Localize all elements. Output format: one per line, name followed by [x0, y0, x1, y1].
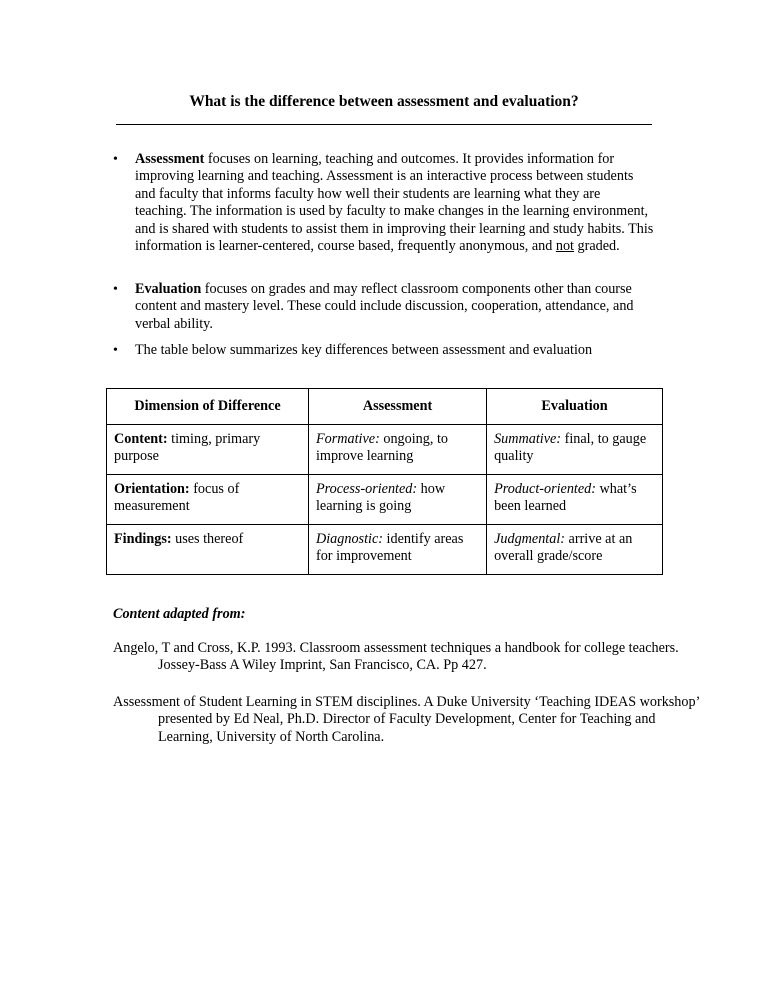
table-cell-evaluation	[487, 525, 663, 575]
evaluation-detail: what’s been learned	[494, 481, 637, 515]
evaluation-detail: arrive at an overall grade/score	[494, 531, 633, 565]
table-cell-dimension	[107, 525, 309, 575]
comparison-table	[106, 388, 663, 575]
reference-angelo-cross: Angelo, T and Cross, K.P. 1993. Classroom assessment techniques a handbook for college teachers. Jossey-Bass A Wiley Imprint, San Francisco, CA. Pp 427.	[113, 640, 679, 674]
table-cell-assessment	[308, 525, 486, 575]
bullet-evaluation	[135, 281, 655, 333]
dimension-detail: focus of measurement	[114, 481, 240, 515]
table-header-row	[107, 389, 663, 425]
table-row	[107, 475, 663, 525]
assessment-description: focuses on learning, teaching and outcomes. It provides information for improving learning and teaching. Assessment is an interactive process between students and faculty that informs faculty how well their students are learning what they are teaching. The information is used by faculty to make changes in the learning environment, and is shared with students to assist them in improving their learning and study habits. This information is learner-centered, course based, frequently anonymous, and	[135, 151, 654, 255]
bullet-assessment	[135, 151, 655, 255]
adapted-heading: Content adapted from:	[113, 606, 246, 622]
assessment-type: Process-oriented:	[315, 481, 418, 497]
evaluation-description: focuses on grades and may reflect classroom components other than course content and mastery level. These could include discussion, cooperation, attendance, and verbal ability.	[135, 281, 634, 332]
bullet-icon: •	[113, 152, 118, 167]
term-evaluation: Evaluation	[135, 281, 202, 297]
evaluation-type: Summative:	[494, 431, 562, 447]
table-cell-dimension	[107, 425, 309, 475]
header-evaluation: Evaluation	[487, 389, 663, 425]
table-cell-evaluation	[487, 475, 663, 525]
term-assessment: Assessment	[135, 151, 205, 167]
bullet-icon: •	[113, 343, 118, 358]
bullet-icon: •	[113, 282, 118, 297]
bullet-table-intro: The table below summarizes key differences between assessment and evaluation	[135, 342, 593, 358]
evaluation-detail: final, to gauge quality	[494, 431, 647, 465]
dimension-label: Orientation:	[114, 481, 190, 497]
assessment-type: Diagnostic:	[315, 531, 383, 547]
table-cell-evaluation	[487, 425, 663, 475]
assessment-detail: ongoing, to improve learning	[315, 431, 448, 465]
evaluation-type: Product-oriented:	[494, 481, 596, 497]
table-row	[107, 525, 663, 575]
table-cell-assessment	[308, 425, 486, 475]
assessment-detail: identify areas for improvement	[315, 531, 464, 565]
evaluation-type: Judgmental:	[494, 531, 565, 547]
dimension-detail: timing, primary purpose	[114, 431, 261, 465]
reference-duke-workshop: Assessment of Student Learning in STEM disciplines. A Duke University ‘Teaching IDEAS workshop’ presented by Ed Neal, Ph.D. Director of Faculty Development, Center for Teaching and Learning, University of North Carolina.	[113, 694, 700, 745]
page-title: What is the difference between assessment and evaluation?	[189, 93, 579, 110]
dimension-label: Content:	[114, 431, 168, 447]
assessment-detail: how learning is going	[315, 481, 446, 515]
title-underline-rule	[116, 124, 652, 125]
header-assessment: Assessment	[308, 389, 486, 425]
assessment-type: Formative:	[315, 431, 380, 447]
underlined-not: not	[555, 238, 574, 255]
table-cell-assessment	[308, 475, 486, 525]
table-row	[107, 425, 663, 475]
dimension-detail: uses thereof	[171, 531, 244, 547]
dimension-label: Findings:	[114, 531, 172, 547]
assessment-description-tail: graded.	[574, 238, 620, 255]
table-cell-dimension	[107, 475, 309, 525]
header-dimension: Dimension of Difference	[107, 389, 309, 425]
